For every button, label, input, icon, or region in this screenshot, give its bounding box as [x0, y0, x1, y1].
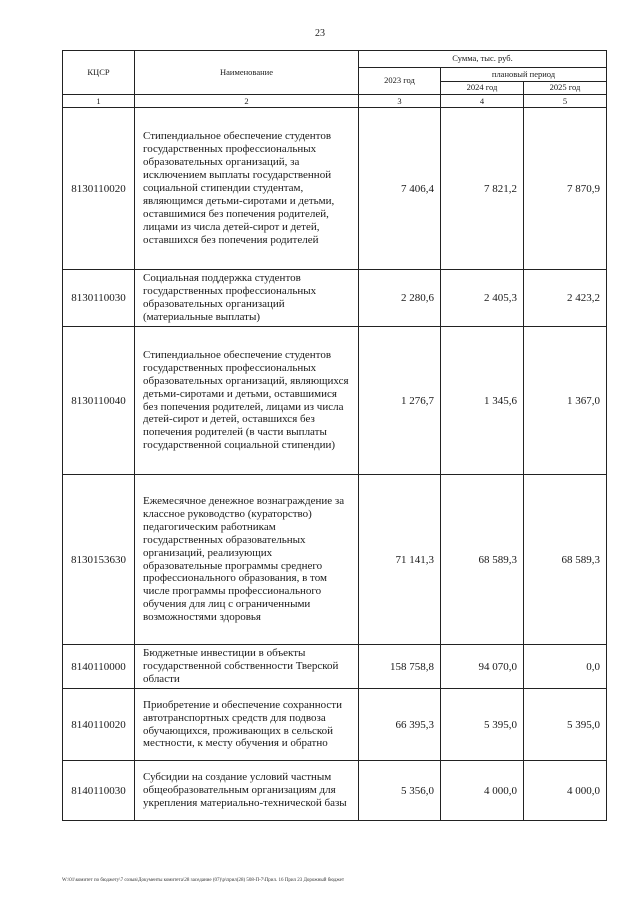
row-value-2024: 2 405,3 [441, 270, 524, 327]
row-value-2024: 7 821,2 [441, 108, 524, 270]
column-number: 2 [135, 95, 359, 108]
row-name: Стипендиальное обеспечение студентов государственных профессиональных образовательных организаций, являющихся детьми-сиротами и детьми, оставшимися без попечения родителей, лицами из числа детей-сирот и детей, оставшихся без попечения родителей (в части выплаты государственной социальной стипендии) [135, 327, 359, 475]
row-code: 8140110000 [63, 645, 135, 689]
row-value-2023: 66 395,3 [359, 689, 441, 761]
row-value-2025: 4 000,0 [524, 761, 607, 821]
row-code: 8130153630 [63, 475, 135, 645]
table-row [63, 475, 607, 645]
header-planned-period: плановый период [441, 68, 607, 82]
row-value-2025: 5 395,0 [524, 689, 607, 761]
header-year-2025: 2025 год [524, 82, 607, 95]
column-number: 3 [359, 95, 441, 108]
row-code: 8130110030 [63, 270, 135, 327]
table-row [63, 108, 607, 270]
header-code: КЦСР [63, 51, 135, 95]
row-value-2023: 2 280,6 [359, 270, 441, 327]
table-row [63, 761, 607, 821]
footer-file-path: W:\01\комитет по бюджету\7 созыв\Документы комитета\28 заседание (07)\р\прил(28) 508-П-7\Прил. 16 Прил 23 Дорожный бюджет [62, 878, 345, 883]
row-code: 8140110030 [63, 761, 135, 821]
row-value-2025: 7 870,9 [524, 108, 607, 270]
row-value-2023: 158 758,8 [359, 645, 441, 689]
row-value-2023: 5 356,0 [359, 761, 441, 821]
header-year-2023: 2023 год [359, 68, 441, 95]
row-value-2024: 5 395,0 [441, 689, 524, 761]
row-code: 8130110020 [63, 108, 135, 270]
column-number: 4 [441, 95, 524, 108]
column-numbers-row [63, 95, 607, 108]
table-row [63, 645, 607, 689]
row-code: 8130110040 [63, 327, 135, 475]
row-value-2025: 1 367,0 [524, 327, 607, 475]
row-code: 8140110020 [63, 689, 135, 761]
row-value-2024: 4 000,0 [441, 761, 524, 821]
header-name: Наименование [135, 51, 359, 95]
table-row [63, 327, 607, 475]
row-value-2025: 68 589,3 [524, 475, 607, 645]
row-value-2025: 0,0 [524, 645, 607, 689]
row-value-2023: 7 406,4 [359, 108, 441, 270]
header-sum: Сумма, тыс. руб. [359, 51, 607, 68]
row-name: Бюджетные инвестиции в объекты государственной собственности Тверской области [135, 645, 359, 689]
header-year-2024: 2024 год [441, 82, 524, 95]
row-value-2023: 1 276,7 [359, 327, 441, 475]
row-value-2024: 68 589,3 [441, 475, 524, 645]
column-number: 1 [63, 95, 135, 108]
row-name: Приобретение и обеспечение сохранности автотранспортных средств для подвоза обучающихся, проживающих в сельской местности, к месту обучения и обратно [135, 689, 359, 761]
row-name: Субсидии на создание условий частным общеобразовательным организациям для укрепления материально-технической базы [135, 761, 359, 821]
table-row [63, 270, 607, 327]
row-name: Социальная поддержка студентов государственных профессиональных образовательных организаций (материальные выплаты) [135, 270, 359, 327]
row-value-2024: 1 345,6 [441, 327, 524, 475]
row-value-2025: 2 423,2 [524, 270, 607, 327]
page-number: 23 [315, 28, 325, 39]
budget-table [62, 50, 607, 821]
row-value-2024: 94 070,0 [441, 645, 524, 689]
column-number: 5 [524, 95, 607, 108]
row-name: Стипендиальное обеспечение студентов государственных профессиональных образовательных организаций, за исключением выплаты государственной социальной стипендии студентам, являющимся детьми-сиротами и детьми, оставшимися без попечения родителей, лицами из числа детей-сирот и детей, оставшихся без попечения родителей [135, 108, 359, 270]
row-value-2023: 71 141,3 [359, 475, 441, 645]
table-row [63, 689, 607, 761]
row-name: Ежемесячное денежное вознаграждение за классное руководство (кураторство) педагогическим работникам государственных образовательных организаций, реализующих образовательные программы среднего профессионального образования, в том числе программы профессионального обучения для лиц с ограниченными возможностями здоровья [135, 475, 359, 645]
